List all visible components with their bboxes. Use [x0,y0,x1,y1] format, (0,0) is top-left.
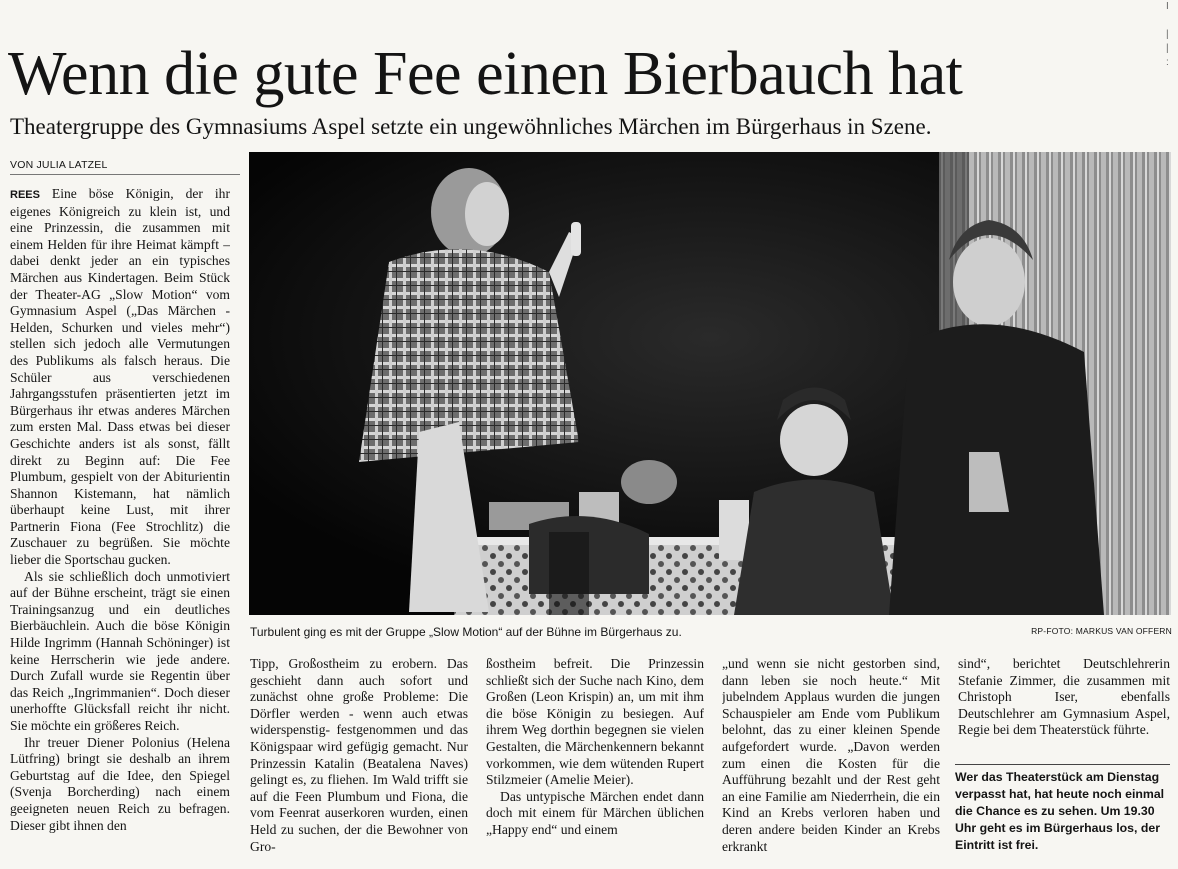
article-column-5 [958,656,1170,766]
dateline: REES [10,189,40,201]
page-edge-marks: I | | : [1166,1,1169,68]
paragraph: Ihr treuer Diener Polonius (Helena Lütfring) bringt sie deshalb an ihrem Geburtstag auf die Idee, den Spiegel (Svenja Borcherding) nach einem geeigneten neuen Reich zu befragen. Dieser gibt ihnen den [10,734,230,833]
paragraph: Das untypische Märchen endet dann doch mit einem für Märchen üblichen „Happy end“ und einem [486,788,704,837]
stage-photo [249,152,1171,615]
paragraph: Tipp, Großostheim zu erobern. Das geschieht dann auch sofort und zunächst ohne große Probleme: Die Dörfler werden - wenn auch etwas widerspenstig- festgenommen und das Königspaar wird gefügig gemacht. Nur Prinzessin Katalin (Beatalena Naves) gelingt es, zu fliehen. Im Wald trifft sie auf die Feen Plumbum und Fiona, die vom Feenrat auserkoren wurden, einen Held zu suchen, der die Bewohner von Gro- [250,656,468,854]
paragraph-text: Eine böse Königin, der ihr eigenes Königreich zu klein ist, und eine Prinzessin, die zusammen mit einem Helden für ihre Heimat kämpft – dabei denkt jeder an ein typisches Märchen aus Kindertagen. Beim Stück der Theater-AG „Slow Motion“ vom Gymnasium Aspel („Das Märchen - Helden, Schurken und vieles mehr“) stellen sich jedoch alle Vermutungen des Publikums als falsch heraus. Die Schüler aus verschiedenen Jahrgangsstufen präsentierten jetzt im Bürgerhaus ihr etwas anderes Märchen zum ersten Mal. Dass etwas bei dieser Geschichte anders ist als sonst, fällt direkt zu Beginn auf: Die Fee Plumbum, gespielt von der Abiturientin Shannon Kistemann, hat nämlich überhaupt keine Lust, mit ihrer Partnerin Fiona (Fee Strochlitz) die Zuschauer zu begrüßen. Sie möchte lieber die Sportschau gucken. [10,186,230,568]
paragraph: sind“, berichtet Deutschlehrerin Stefanie Zimmer, die zusammen mit Christoph Iser, ebenfalls Deutschlehrer am Gymnasium Aspel, Regie bei dem Theaterstück führte. [958,656,1170,738]
paragraph: Als sie schließlich doch unmotiviert auf der Bühne erscheint, trägt sie einen Trainingsanzug und ein deutliches Bierbäuchlein. Auch die böse Königin Hilde Ingrimm (Hannah Schöninger) ist keine Herrscherin wie jede andere. Durch Zufall wurde sie Regentin über das Reich „Ingrimmanien“. Doch dieser unerhoffte Glücksfall reicht ihr nicht. Sie möchte ein größeres Reich. [10,568,230,733]
photo-caption: Turbulent ging es mit der Gruppe „Slow Motion“ auf der Bühne im Bürgerhaus zu. [250,625,682,639]
photo-credit: RP-FOTO: MARKUS VAN OFFERN [1031,626,1172,636]
paragraph: „und wenn sie nicht gestorben sind, dann leben sie noch heute.“ Mit jubelndem Applaus wurden die jungen Schauspieler am Ende vom Publikum belohnt, das zu einer kleinen Spende aufgefordert wurde. „Davon werden zum einen die Kosten für die Aufführung bezahlt und der Rest geht an eine Familie am Niederrhein, die ein Kind an Krebs verloren haben und deren andere beiden Kinder an Krebs erkrankt [722,656,940,854]
headline: Wenn die gute Fee einen Bierbauch hat [8,40,963,108]
subheadline: Theatergruppe des Gymnasiums Aspel setzte ein ungewöhnliches Märchen im Bürgerhaus in Szene. [10,114,932,139]
article-column-3 [486,656,704,861]
info-box: Wer das Theaterstück am Dienstag verpasst hat, hat heute noch einmal die Chance es zu sehen. Um 19.30 Uhr geht es im Bürgerhaus los, der Eintritt ist frei. [955,764,1170,854]
paragraph: ßostheim befreit. Die Prinzessin schließt sich der Suche nach Kino, dem Großen (Leon Krispin) an, um mit ihm die böse Königin zu besiegen. Auf ihrem Weg dorthin begegnen sie vielen Gestalten, die Märchenkennern bekannt vorkommen, wie dem wütenden Rupert Stilzmeier (Amelie Meier). [486,656,704,788]
article-column-4 [722,656,940,861]
article-column-1 [10,186,230,866]
paragraph [10,186,230,569]
article-column-2 [250,656,468,861]
byline: VON JULIA LATZEL [10,159,240,175]
